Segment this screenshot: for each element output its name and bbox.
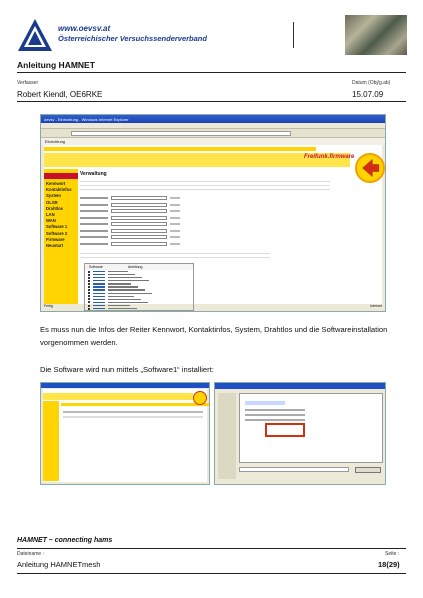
sidebar-item[interactable]: Firmware (46, 236, 65, 242)
footer-title: HAMNET – connecting hams (17, 537, 113, 544)
sidebar-item[interactable]: Drahtlos (46, 205, 63, 211)
rule-footer-top (17, 548, 406, 549)
filename-value: Anleitung HAMNETmesh (17, 560, 101, 569)
sidebar-item[interactable]: Kontaktinfos (46, 187, 72, 193)
window-titlebar: oevsv - Einrichtung - Windows Internet Explorer (41, 115, 385, 123)
software-row[interactable] (85, 307, 193, 310)
sidebar-item[interactable]: Kennwort (46, 181, 66, 186)
header-photo (345, 15, 407, 55)
highlight-circle (355, 153, 385, 183)
sidebar (44, 169, 78, 304)
oevsv-logo-icon (17, 18, 53, 52)
document-title: Anleitung HAMNET (17, 60, 95, 70)
organisation-name: Österreichischer Versuchssenderverband (58, 34, 207, 43)
screenshot-file-dialog (214, 382, 386, 485)
banner-title: Freifunk.firmware (304, 154, 355, 160)
page-content (44, 145, 382, 304)
tab-einrichtung: Einrichtung (41, 138, 385, 145)
rule-footer-bottom (17, 573, 406, 574)
screenshot-freifunk-admin (40, 114, 386, 312)
sidebar-item[interactable]: OLSR (46, 199, 58, 205)
page-label: Seite : (385, 551, 400, 557)
section-heading: Verwaltung (80, 171, 107, 177)
software-table (84, 263, 194, 311)
rule-meta (17, 101, 406, 102)
status-text: Fertig (44, 304, 53, 308)
sidebar-item[interactable]: Neustart (46, 243, 63, 249)
sidebar-item[interactable]: Software 1 (46, 224, 68, 230)
sidebar-item[interactable]: WAN (46, 218, 56, 224)
table-header-anleitung: Anleitung (127, 265, 143, 269)
date-label: Datum (Obj/g.ab) (352, 80, 391, 86)
page-number: 18(29) (378, 560, 400, 569)
screenshot-software1 (40, 382, 210, 485)
site-url: www.oevsv.at (58, 24, 111, 33)
filename-label: Dateiname : (17, 551, 44, 557)
date-value: 15.07.09 (352, 90, 384, 99)
arrow-left-icon (357, 155, 383, 181)
sidebar-item[interactable]: System (46, 193, 61, 199)
form-row (80, 241, 190, 248)
table-header-software: Software (89, 265, 103, 269)
header-divider (293, 22, 294, 48)
rule-top (17, 72, 406, 73)
paragraph-software: Die Software wird nun mittels „Software1“ installiert: (40, 365, 214, 374)
status-zone: Internet (370, 304, 382, 308)
author-value: Robert Kiendl, OE6RKE (17, 90, 103, 99)
paragraph-intro: Es muss nun die Infos der Reiter Kennwort, Kontaktinfos, System, Drahtlos und die Softwareinstallation vorgenommen werden. (40, 325, 388, 347)
address-bar (41, 129, 385, 138)
sidebar-item[interactable]: LAN (46, 212, 55, 218)
sidebar-item[interactable]: Software 2 (46, 230, 68, 236)
author-label: Verfasser (17, 80, 39, 86)
